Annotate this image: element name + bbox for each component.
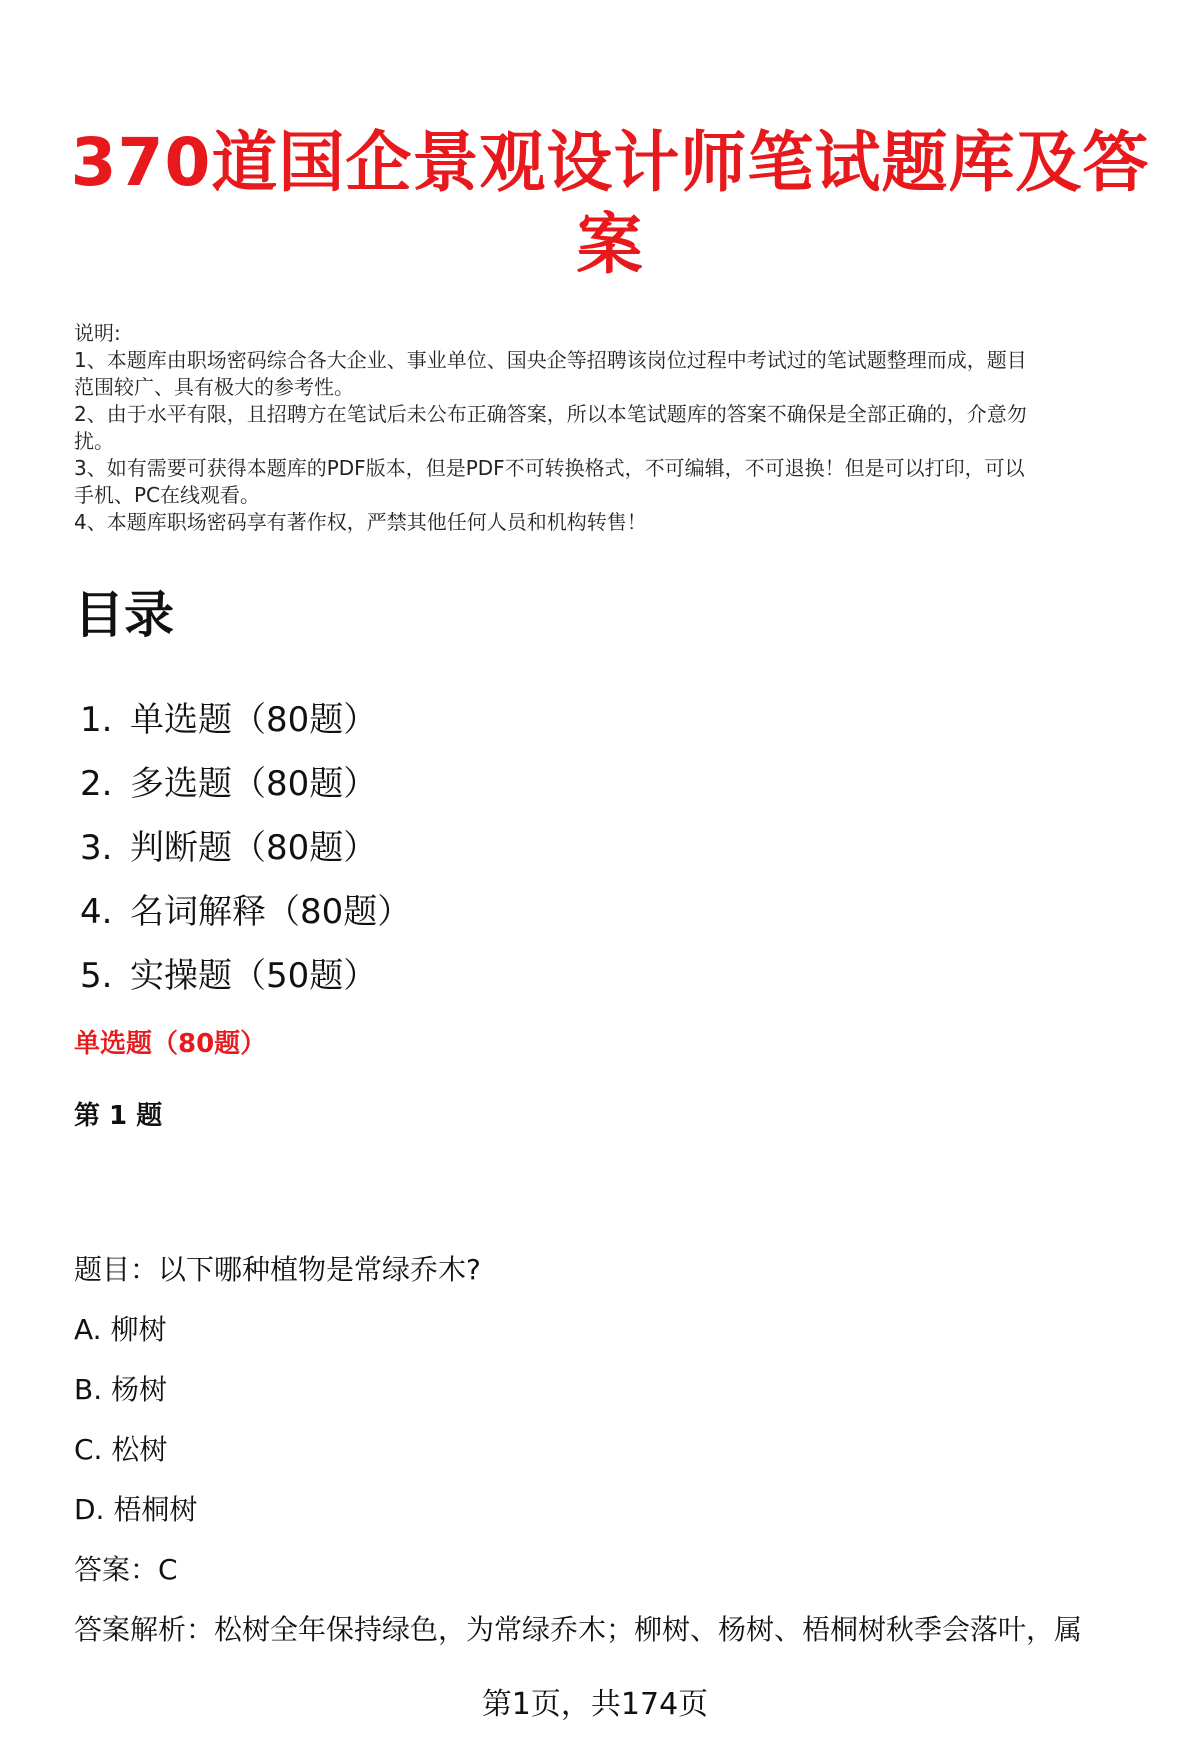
toc-item-term-definitions[interactable] (80, 880, 411, 944)
page-footer: 第1页，共174页 (481, 1687, 709, 1722)
notes-heading: 说明: (74, 321, 121, 345)
toc-heading: 目录 (74, 586, 174, 644)
toc-item-true-false[interactable] (80, 816, 411, 880)
notes-line: 扰。 (74, 429, 114, 453)
toc-item-label: 名词解释（80题） (130, 892, 412, 932)
toc-item-label: 单选题（80题） (130, 700, 378, 740)
notes-block (74, 320, 1154, 536)
question-body (74, 1240, 1154, 1660)
toc-item-number: 1. (80, 700, 113, 740)
option-c: C. 松树 (74, 1433, 168, 1466)
question-stem: 题目：以下哪种植物是常绿乔木? (74, 1253, 481, 1286)
title-line-1: 370道国企景观设计师笔试题库及答 (70, 124, 1150, 201)
toc-item-label: 判断题（80题） (130, 828, 378, 868)
toc-item-number: 3. (80, 828, 113, 868)
section-title: 单选题（80题） (74, 1029, 267, 1059)
notes-line: 2、由于水平有限，且招聘方在笔试后未公布正确答案，所以本笔试题库的答案不确保是全部正确的，介意勿 (74, 402, 1027, 426)
option-d: D. 梧桐树 (74, 1493, 198, 1526)
toc-item-label: 多选题（80题） (130, 764, 378, 804)
answer-line: 答案：C (74, 1553, 178, 1586)
question-number: 第 1 题 (74, 1101, 163, 1131)
option-b: B. 杨树 (74, 1373, 168, 1406)
toc-item-multiple-choice[interactable] (80, 752, 411, 816)
toc-item-label: 实操题（50题） (130, 956, 378, 996)
toc-item-number: 2. (80, 764, 113, 804)
document-title (60, 122, 1160, 286)
toc-item-single-choice[interactable] (80, 688, 411, 752)
answer-analysis: 答案解析：松树全年保持绿色，为常绿乔木；柳树、杨树、梧桐树秋季会落叶，属 (74, 1613, 1083, 1646)
toc-item-number: 4. (80, 892, 113, 932)
notes-line: 手机、PC在线观看。 (74, 483, 261, 507)
option-a: A. 柳树 (74, 1313, 167, 1346)
toc-item-number: 5. (80, 956, 113, 996)
toc-item-practical[interactable] (80, 944, 411, 1008)
table-of-contents (80, 688, 411, 1008)
notes-line: 3、如有需要可获得本题库的PDF版本，但是PDF不可转换格式，不可编辑，不可退换！但是可以打印，可以 (74, 456, 1025, 480)
notes-line: 4、本题库职场密码享有著作权，严禁其他任何人员和机构转售！ (74, 510, 647, 534)
notes-line: 范围较广、具有极大的参考性。 (74, 375, 354, 399)
notes-line: 1、本题库由职场密码综合各大企业、事业单位、国央企等招聘该岗位过程中考试过的笔试题整理而成，题目 (74, 348, 1027, 372)
title-line-2: 案 (576, 206, 644, 283)
